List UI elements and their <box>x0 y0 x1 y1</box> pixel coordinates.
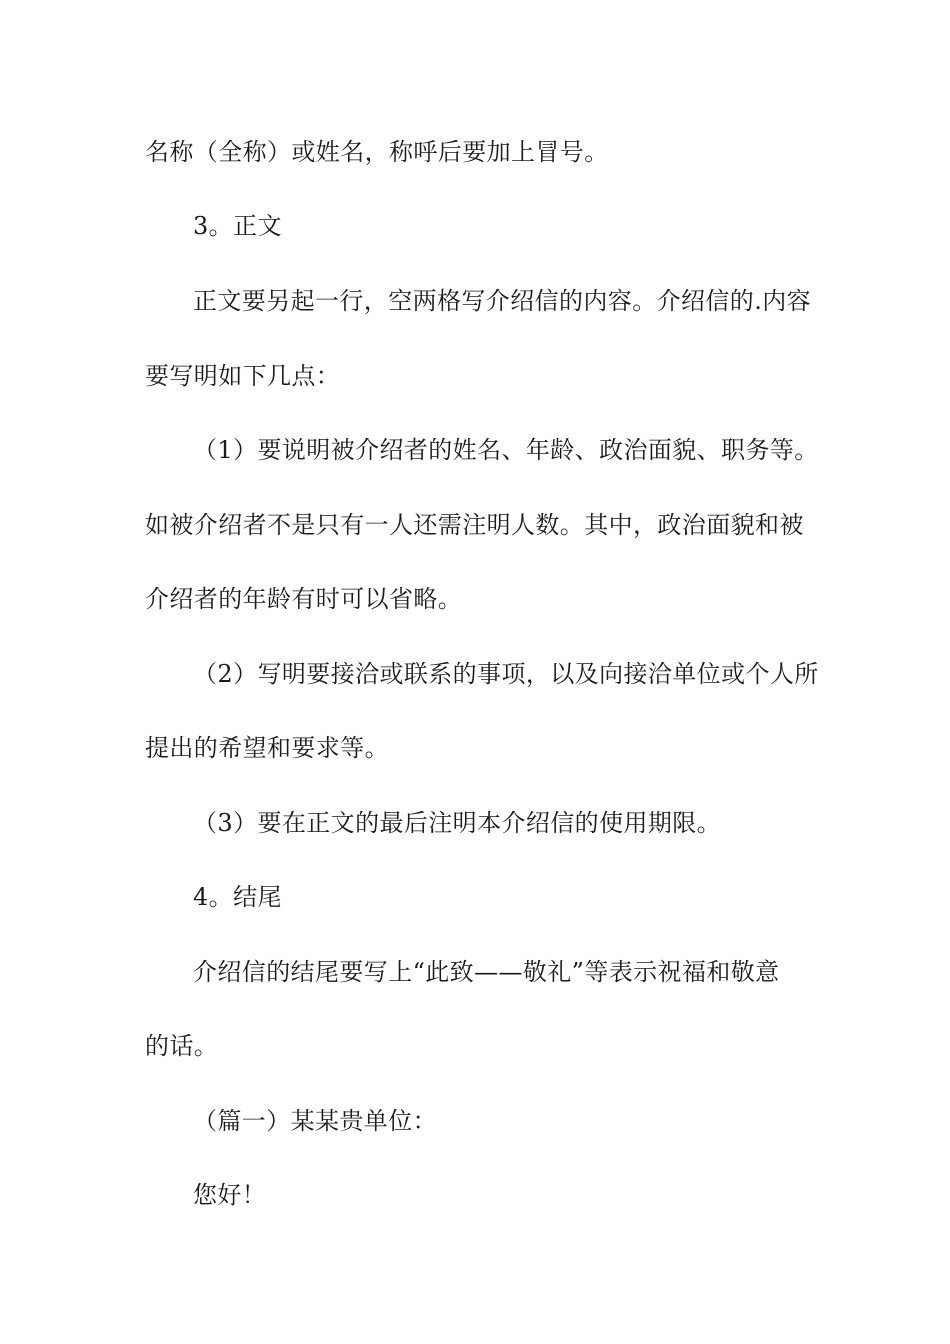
text-line: 提出的希望和要求等。 <box>145 734 389 762</box>
text-line: 名称（全称）或姓名，称呼后要加上冒号。 <box>145 138 609 166</box>
text-line: （3）要在正文的最后注明本介绍信的使用期限。 <box>193 809 722 837</box>
text-line: 介绍信的结尾要写上“此致——敬礼”等表示祝福和敬意 <box>193 958 780 986</box>
text-line: （1）要说明被介绍者的姓名、年龄、政治面貌、职务等。 <box>193 436 819 464</box>
text-line: 如被介绍者不是只有一人还需注明人数。其中，政治面貌和被 <box>145 511 804 539</box>
section-heading: 3。正文 <box>193 212 282 240</box>
text-line: （2）写明要接洽或联系的事项，以及向接洽单位或个人所 <box>193 660 819 688</box>
text-line: 要写明如下几点： <box>145 362 341 390</box>
text-line: 的话。 <box>145 1032 219 1060</box>
text-line: 正文要另起一行，空两格写介绍信的内容。介绍信的.内容 <box>193 287 812 315</box>
text-line: 您好！ <box>193 1181 267 1209</box>
text-line: 介绍者的年龄有时可以省略。 <box>145 585 463 613</box>
text-line: （篇一）某某贵单位： <box>193 1107 437 1135</box>
section-heading: 4。结尾 <box>193 883 282 911</box>
